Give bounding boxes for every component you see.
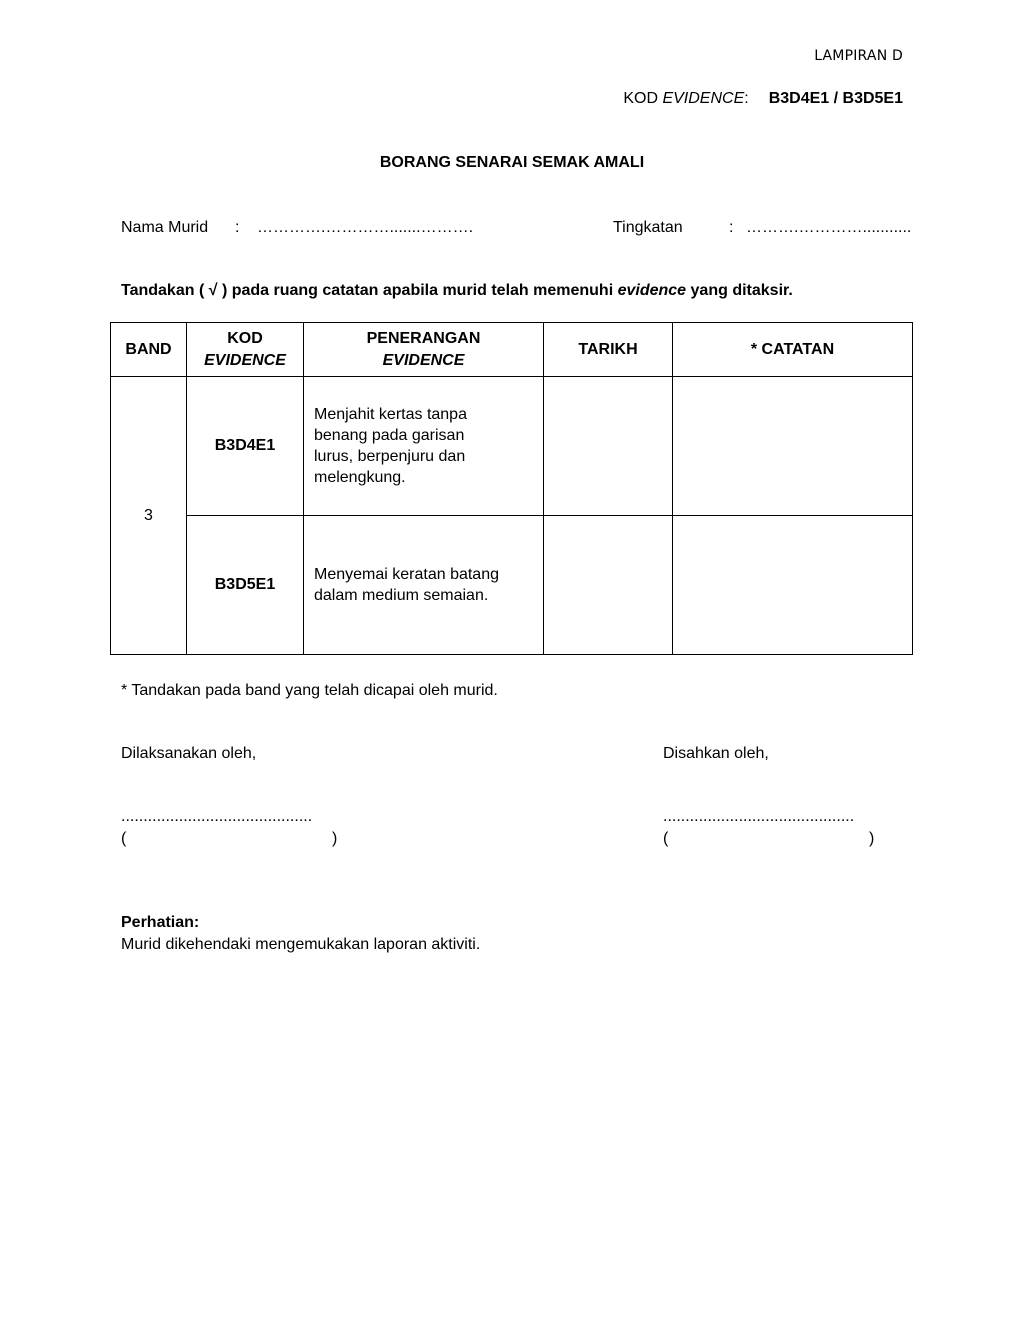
kod-cell: B3D5E1 <box>187 516 304 655</box>
verifier-signature-line[interactable]: ........................................... <box>663 808 855 825</box>
penerangan-text: Menyemai keratan batang dalam medium semaian. <box>314 566 499 604</box>
implementer-name-close-paren: ) <box>332 830 338 847</box>
kod-colon: : <box>744 90 749 107</box>
evidence-code-line <box>623 90 903 108</box>
table-header-row <box>111 323 913 377</box>
attention-label: Perhatian: <box>121 914 200 931</box>
checklist-table <box>110 322 913 655</box>
implemented-by-label: Dilaksanakan oleh, <box>121 745 257 762</box>
evidence-code-value: B3D4E1 / B3D5E1 <box>768 90 903 107</box>
implementer-name-open-paren: ( <box>121 830 127 847</box>
catatan-cell[interactable] <box>673 516 913 655</box>
form-level-separator: : <box>729 219 734 236</box>
table-row <box>111 516 913 655</box>
header-catatan: * CATATAN <box>673 323 913 377</box>
penerangan-cell <box>304 377 544 516</box>
student-name-field[interactable]: ………….………….......………. <box>257 219 474 236</box>
band-cell: 3 <box>111 377 187 655</box>
verifier-name-close-paren: ) <box>869 830 875 847</box>
verifier-name-open-paren: ( <box>663 830 669 847</box>
tarikh-cell[interactable] <box>544 377 673 516</box>
header-kod-line2: EVIDENCE <box>204 351 286 369</box>
instruction-part1: Tandakan ( √ ) pada ruang catatan apabila murid telah memenuhi <box>121 282 614 299</box>
header-band: BAND <box>111 323 187 377</box>
instruction-emphasis: evidence <box>617 282 687 299</box>
penerangan-text: Menjahit kertas tanpa benang pada garisan lurus, berpenjuru dan melengkung. <box>314 406 467 486</box>
evidence-label: EVIDENCE <box>662 90 745 107</box>
verified-by-label: Disahkan oleh, <box>663 745 769 762</box>
instruction-part2: yang ditaksir. <box>690 282 793 299</box>
instruction-text <box>121 282 793 300</box>
appendix-label: LAMPIRAN D <box>814 48 903 64</box>
form-level-label: Tingkatan <box>613 219 683 236</box>
header-kod-evidence <box>187 323 304 377</box>
form-level-field[interactable]: ……….…………........... <box>746 219 912 236</box>
band-note: * Tandakan pada band yang telah dicapai oleh murid. <box>121 682 498 699</box>
header-penerangan-evidence <box>304 323 544 377</box>
student-name-separator: : <box>235 219 240 236</box>
catatan-cell[interactable] <box>673 377 913 516</box>
student-name-label: Nama Murid <box>121 219 209 236</box>
kod-cell: B3D4E1 <box>187 377 304 516</box>
attention-text: Murid dikehendaki mengemukakan laporan aktiviti. <box>121 936 481 953</box>
header-kod-line1: KOD <box>227 329 263 347</box>
header-penerangan-line2: EVIDENCE <box>382 351 465 369</box>
header-tarikh: TARIKH <box>544 323 673 377</box>
table-row <box>111 377 913 516</box>
penerangan-cell <box>304 516 544 655</box>
tarikh-cell[interactable] <box>544 516 673 655</box>
form-title: BORANG SENARAI SEMAK AMALI <box>379 154 645 171</box>
implementer-signature-line[interactable]: ........................................... <box>121 808 313 825</box>
kod-label: KOD <box>623 90 658 107</box>
header-penerangan-line1: PENERANGAN <box>366 329 481 347</box>
